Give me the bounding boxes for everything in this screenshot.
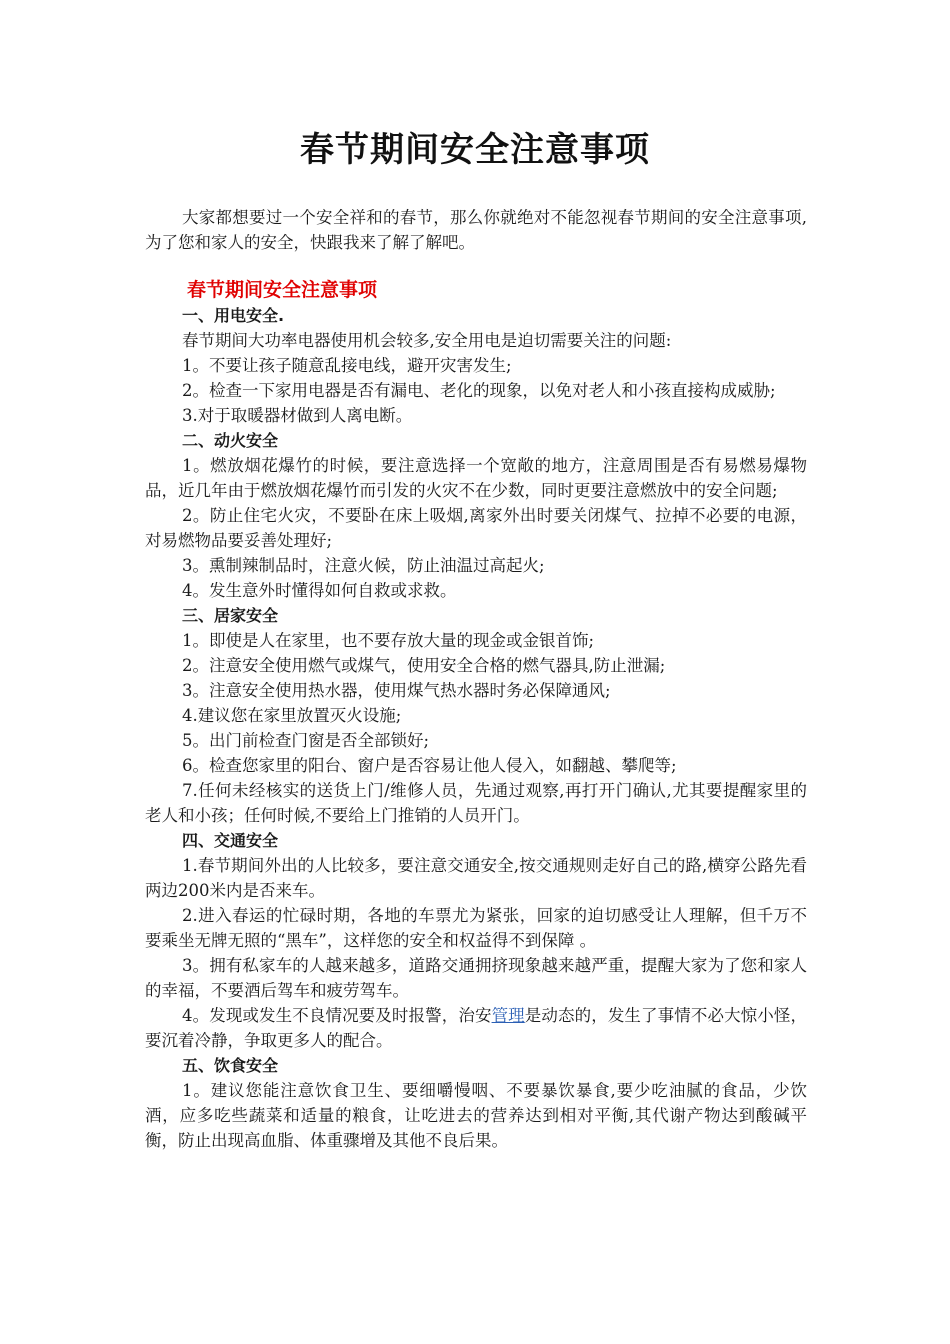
list-item: 1。不要让孩子随意乱接电线，避开灾害发生; bbox=[182, 356, 512, 375]
list-item: 春节期间大功率电器使用机会较多,安全用电是迫切需要关注的问题: bbox=[182, 331, 672, 350]
list-item: 3。注意安全使用热水器，使用煤气热水器时务必保障通风; bbox=[182, 681, 611, 700]
item-text-after: 是动态的，发生了事情不必大惊小怪，要沉着冷静，争取更多人的配合。 bbox=[145, 1006, 808, 1050]
list-item: 5。出门前检查门窗是否全部锁好; bbox=[182, 731, 430, 750]
list-item: 2.进入春运的忙碌时期，各地的车票尤为紧张，回家的迫切感受让人理解，但千万不要乘坐无牌无照的“黑车”，这样您的安全和权益得不到保障 。 bbox=[145, 906, 807, 950]
document-body bbox=[145, 205, 807, 1153]
list-item: 2。防止住宅火灾，不要卧在床上吸烟,离家外出时要关闭煤气、拉掉不必要的电源，对易燃物品要妥善处理好; bbox=[145, 506, 807, 550]
intro-paragraph: 大家都想要过一个安全祥和的春节，那么你就绝对不能忽视春节期间的安全注意事项,为了您和家人的安全，快跟我来了解了解吧。 bbox=[145, 208, 807, 252]
list-item: 4.建议您在家里放置灭火设施; bbox=[182, 706, 402, 725]
list-item: 3.对于取暖器材做到人离电断。 bbox=[182, 406, 413, 425]
section-heading-home: 三、居家安全 bbox=[182, 606, 279, 625]
list-item: 6。检查您家里的阳台、窗户是否容易让他人侵入，如翻越、攀爬等; bbox=[182, 756, 677, 775]
item-text-before: 4。发现或发生不良情况要及时报警，治安 bbox=[182, 1006, 492, 1025]
list-item: 1.春节期间外出的人比较多，要注意交通安全,按交通规则走好自己的路,横穿公路先看两边200米内是否来车。 bbox=[145, 856, 807, 900]
list-item-with-link bbox=[145, 1003, 807, 1053]
section-heading-food: 五、饮食安全 bbox=[182, 1056, 279, 1075]
section-heading-electric: 一、用电安全. bbox=[182, 306, 285, 325]
list-item: 2。注意安全使用燃气或煤气，使用安全合格的燃气器具,防止泄漏; bbox=[182, 656, 666, 675]
list-item: 7.任何未经核实的送货上门/维修人员，先通过观察,再打开门确认,尤其要提醒家里的老人和小孩；任何时候,不要给上门推销的人员开门。 bbox=[145, 781, 807, 825]
list-item: 2。检查一下家用电器是否有漏电、老化的现象，以免对老人和小孩直接构成威胁; bbox=[182, 381, 776, 400]
list-item: 3。拥有私家车的人越来越多，道路交通拥挤现象越来越严重，提醒大家为了您和家人的幸福，不要酒后驾车和疲劳驾车。 bbox=[145, 956, 807, 1000]
section-title: 春节期间安全注意事项 bbox=[187, 279, 378, 301]
list-item: 1。燃放烟花爆竹的时候，要注意选择一个宽敞的地方，注意周围是否有易燃易爆物品，近几年由于燃放烟花爆竹而引发的火灾不在少数，同时更要注意燃放中的安全问题; bbox=[145, 456, 807, 500]
list-item: 4。发生意外时懂得如何自救或求救。 bbox=[182, 581, 457, 600]
section-heading-traffic: 四、交通安全 bbox=[182, 831, 279, 850]
section-heading-fire: 二、动火安全 bbox=[182, 431, 279, 450]
management-link[interactable]: 管理 bbox=[491, 1006, 525, 1025]
document-title: 春节期间安全注意事项 bbox=[300, 130, 650, 170]
list-item: 1。建议您能注意饮食卫生、要细嚼慢咽、不要暴饮暴食,要少吃油腻的食品，少饮酒，应多吃些蔬菜和适量的粮食，让吃进去的营养达到相对平衡,其代谢产物达到酸碱平衡，防止出现高血脂、体重骤增及其他不良后果。 bbox=[145, 1081, 807, 1150]
list-item: 1。即使是人在家里，也不要存放大量的现金或金银首饰; bbox=[182, 631, 595, 650]
list-item: 3。熏制辣制品时，注意火候，防止油温过高起火; bbox=[182, 556, 545, 575]
